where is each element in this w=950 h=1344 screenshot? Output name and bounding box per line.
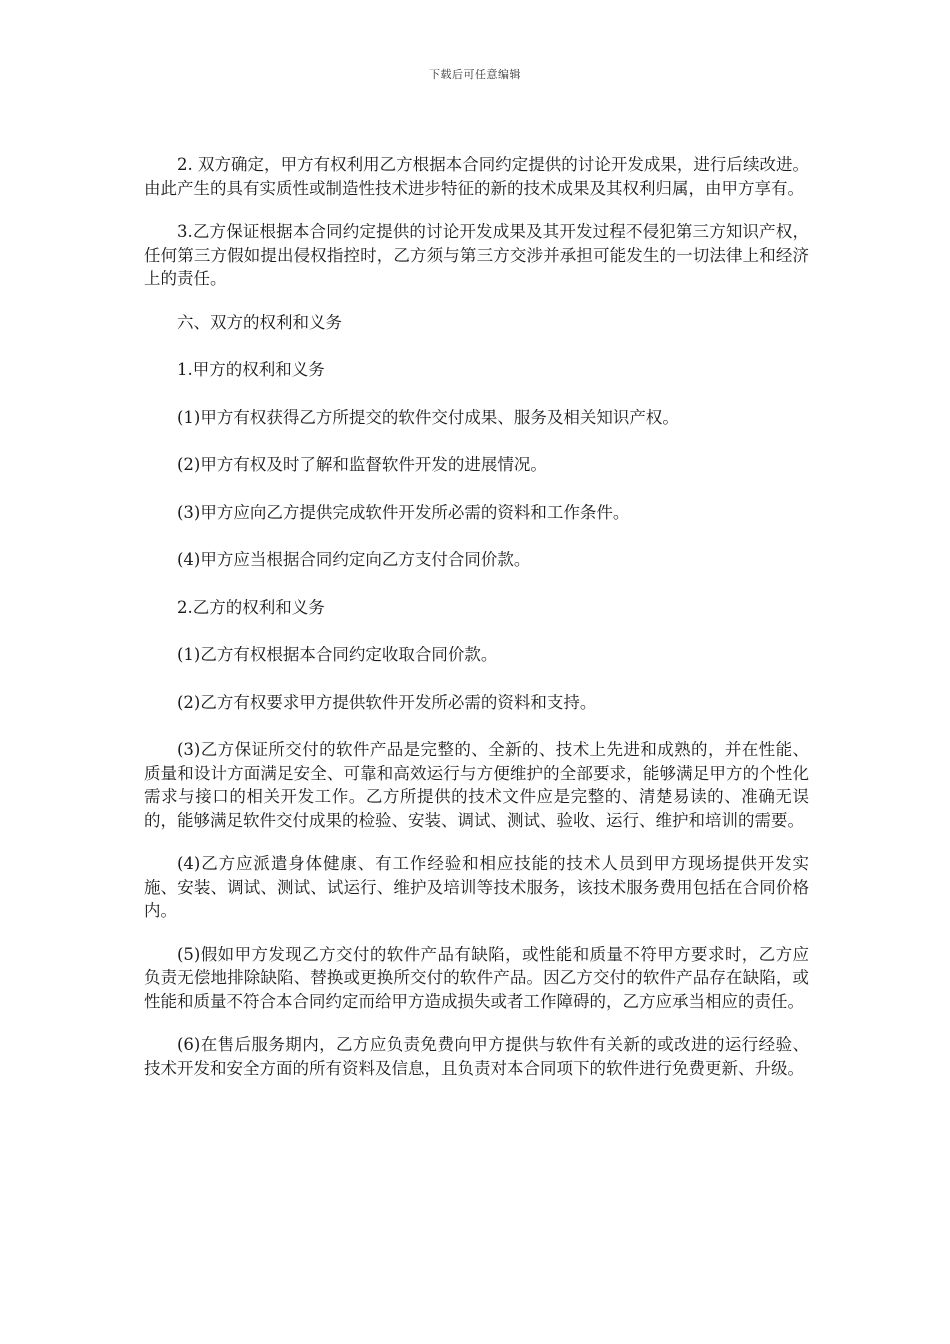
clause-b-4: (4)乙方应派遣身体健康、有工作经验和相应技能的技术人员到甲方现场提供开发实施、安装、调试、测试、试运行、维护及培训等技术服务，该技术服务费用包括在合同价格内。 (144, 854, 809, 920)
document-body (144, 153, 809, 1100)
clause-a-2: (2)甲方有权及时了解和监督软件开发的进展情况。 (177, 455, 547, 474)
clause-b-3: (3)乙方保证所交付的软件产品是完整的、全新的、技术上先进和成熟的，并在性能、质量和设计方面满足安全、可靠和高效运行与方便维护的全部要求，能够满足甲方的个性化需求与接口的相关开发工作。乙方所提供的技术文件应是完整的、清楚易读的、准确无误的，能够满足软件交付成果的检验、安装、调试、测试、验收、运行、维护和培训的需要。 (144, 740, 809, 830)
header-note: 下载后可任意编辑 (429, 68, 521, 81)
subsection-heading-party-a: 1.甲方的权利和义务 (177, 360, 325, 379)
clause-a-4: (4)甲方应当根据合同约定向乙方支付合同价款。 (177, 550, 531, 569)
clause-b-1: (1)乙方有权根据本合同约定收取合同价款。 (177, 645, 498, 664)
clause-a-3: (3)甲方应向乙方提供完成软件开发所必需的资料和工作条件。 (177, 502, 630, 522)
clause-a-1: (1)甲方有权获得乙方所提交的软件交付成果、服务及相关知识产权。 (177, 407, 679, 427)
subsection-heading-party-b: 2.乙方的权利和义务 (177, 597, 325, 617)
paragraph-ip-guarantee: 3.乙方保证根据本合同约定提供的讨论开发成果及其开发过程不侵犯第三方知识产权，任何第三方假如提出侵权指控时，乙方须与第三方交涉并承担可能发生的一切法律上和经济上的责任。 (144, 222, 809, 288)
paragraph-rights-improvement: 2. 双方确定，甲方有权利用乙方根据本合同约定提供的讨论开发成果，进行后续改进。由此产生的具有实质性或制造性技术进步特征的新的技术成果及其权利归属，由甲方享有。 (144, 155, 809, 198)
clause-b-6: (6)在售后服务期内，乙方应负责免费向甲方提供与软件有关新的或改进的运行经验、技术开发和安全方面的所有资料及信息，且负责对本合同项下的软件进行免费更新、升级。 (144, 1035, 809, 1078)
clause-b-2: (2)乙方有权要求甲方提供软件开发所必需的资料和支持。 (177, 692, 597, 712)
clause-b-5: (5)假如甲方发现乙方交付的软件产品有缺陷，或性能和质量不符甲方要求时，乙方应负责无偿地排除缺陷、替换或更换所交付的软件产品。因乙方交付的软件产品存在缺陷，或性能和质量不符合本合同约定而给甲方造成损失或者工作障碍的，乙方应承当相应的责任。 (144, 944, 809, 1011)
section-heading-rights-obligations: 六、双方的权利和义务 (177, 312, 342, 332)
